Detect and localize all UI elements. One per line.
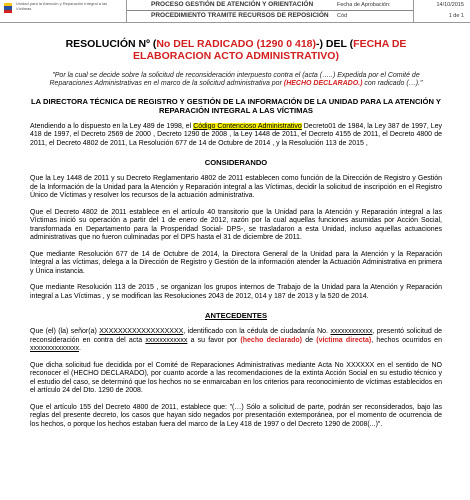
approval-label: Fecha de Aprobación: <box>337 2 391 8</box>
antecedentes-heading: ANTECEDENTES <box>204 311 268 321</box>
org-name: Unidad para la Atención y Reparación Integral a las Víctimas <box>16 1 108 11</box>
paragraph-resolucion-677: Que mediante Resolución 677 de 14 de Octubre de 2014, la Directora General de la Unidad para la Atención y la Reparación Integral a las víctimas, delega a la Dirección de Registro y Gestión de la información atender la Actuación Administrativa en primera y Única instancia. <box>30 250 442 275</box>
logo <box>0 0 120 22</box>
document-body <box>30 28 442 429</box>
legal-basis-paragraph: Atendiendo a lo dispuesto en la Ley 489 de 1998, el Código Contencioso Administrativo Decreto01 de 1984, la Ley 387 de 1997, Ley 418 de 1997, el Decreto 2569 de 2000 , Decreto 1290 de 2008 , la Ley 1448 de 2011, el Decreto 4155 de 2011, el Decreto 4800 de 2011, el Decreto 4802 de 2011, La Resolución 677 de 14 de Octubre de 2014 , y la Resolución 113 de 2015 , <box>30 122 443 147</box>
approval-date: 14/10/2015 <box>436 2 464 8</box>
document-header <box>0 0 470 26</box>
paragraph-decreto-4802: Que el Decreto 4802 de 2011 establece en el artículo 40 transitorio que la Unidad para la Atención y Reparación integral a las Víctimas inició su operación a partir del 1 de enero de 2012, razón por la cual aquellas funciones asumidas por Acción Social, transformada en Departamento para la Prosperidad Social- DPS-, se trasladaron a esta Unidad, incluso aquellas actuaciones administrativas que no fueron culminadas por el DPS hasta el 31 de diciembre de 2011. <box>30 208 442 242</box>
paragraph-ley-1448: Que la Ley 1448 de 2011 y su Decreto Reglamentario 4802 de 2011 establecen como función de la Dirección de Registro y Gestión de la Información de la Unidad para la Atención y Reparación integral a las Víctimas, decidir la solicitud de inscripción en el Registro Único de Víctimas y resolver los recursos de la actuación administrativa. <box>30 175 442 200</box>
resolution-title: RESOLUCIÓN Nº (No DEL RADICADO (1290 0 418)-) DEL (FECHA DE ELABORACION ACTO ADMINISTRATIVO) <box>65 38 407 62</box>
applicant-paragraph: Que (el) (la) señor(a) XXXXXXXXXXXXXXXXXX, identificado con la cédula de ciudadanía No. xxxxxxxxxxxx, presentó solicitud de reconsideración en contra del acta xxxxxxxxxxxx a su favor por (hecho declarado) de (víctima directa), hechos ocurridos en xxxxxxxxxxxxxx. <box>30 328 442 353</box>
article-155-paragraph: Que el artículo 155 del Decreto 4800 de 2011, establece que: "(…) Sólo a solicitud de parte, podrán ser reconsiderados, bajo las reglas del presente decreto, los casos que hayan sido negados por presentación extemporánea, por el momento de ocurrencia de los hechos, o porque los hechos estaban fuera del marco de la Ley 418 de 1997 o del Decreto 1290 de 2008(...)". <box>30 403 442 428</box>
authority-heading: LA DIRECTORA TÉCNICA DE REGISTRO Y GESTIÓN DE LA INFORMACIÓN DE LA UNIDAD PARA LA ATENCIÓN Y REPARACIÓN INTEGRAL A LAS VÍCTIMAS <box>31 96 441 115</box>
procedure-title: PROCEDIMIENTO TRAMITE RECURSOS DE REPOSICIÓN <box>151 12 329 19</box>
code-label: Cód <box>337 13 348 19</box>
intro-paragraph: "Por la cual se decide sobre la solicitud de reconsideración interpuesto contra el (acta (…..) Expedida por el Comité de Reparaciones Administrativas en el marco de la solicitud administrativa por (HECHO DECLARADO.) con radicado (…)." <box>49 72 423 88</box>
process-title: PROCESO GESTIÓN DE ATENCIÓN Y ORIENTACIÓN <box>151 1 314 8</box>
committee-decision-paragraph: Que dicha solicitud fue decidida por el Comité de Reparaciones Administrativas mediante Acta No XXXXXX en el sentido de NO reconocer el (HECHO DECLARADO), por cuanto acorde a las recomendaciones de la extinta Acción Social en su estudio técnico y el estudio del caso, se determinó que los hechos no se enmarcaban en los criterios para reconocimiento de víctimas establecidos en el artículo 24 del Dto. 1290 de 2008. <box>30 361 442 395</box>
page-number: 1 de 1 <box>448 13 464 19</box>
colombia-flag-icon <box>4 3 12 13</box>
considerando-heading: CONSIDERANDO <box>204 158 268 168</box>
paragraph-resolucion-113: Que mediante Resolución 113 de 2015 , se organizan los grupos internos de Trabajo de la Unidad para la Atención y Reparación integral a Las Víctimas , y se modifican las Resoluciones 2043 de 2012, 014 y 187 de 2013 y la 520 de 2014. <box>30 284 442 300</box>
